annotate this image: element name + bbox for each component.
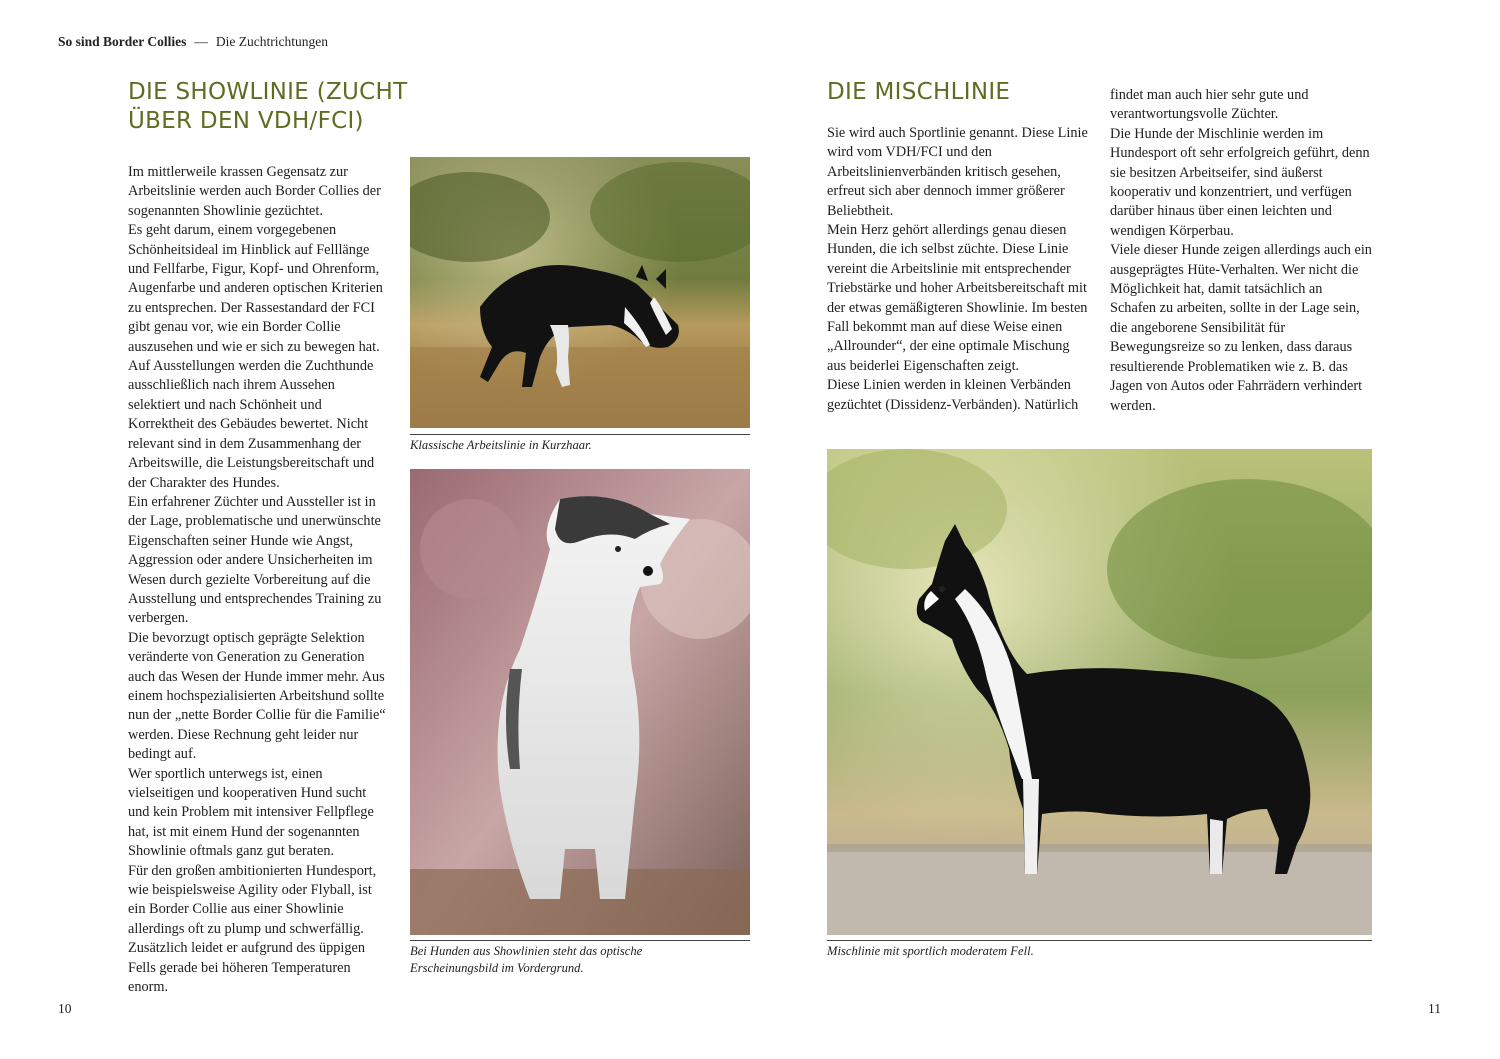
body-paragraph: Viele dieser Hunde zeigen allerdings auch ein ausgeprägtes Hüte-Verhalten. Wer nicht die Möglichkeit hat, damit tatsächlich an Schafen zu arbeiten, sollte in der Lage sein, die angeborene Sensibilität für Bewegungsreize so zu lenken, dass daraus resultierende Problematiken wie z. B. das Jagen von Autos oder Fahrrädern verhindert werden. (1110, 242, 1372, 414)
running-head-separator: — (194, 34, 208, 49)
mischlinie-body-col1 (827, 124, 1089, 415)
page-number-left: 10 (58, 1001, 72, 1016)
running-head (58, 34, 328, 50)
photo-showlinie (410, 469, 750, 935)
body-paragraph: Die bevorzugt optisch geprägte Selektion veränderte von Generation zu Generation auch das Wesen der Hunde immer mehr. Aus einem hochspezialisierten Arbeitshund sollte nun der „nette Border Collie für die Familie“ werden. Diese Rechnung geht leider nur bedingt auf. (128, 629, 386, 763)
body-paragraph: findet man auch hier sehr gute und verantwortungsvolle Züchter. (1110, 87, 1309, 123)
caption-mischlinie: Mischlinie mit sportlich moderatem Fell. (827, 944, 1034, 958)
caption-showlinie: Bei Hunden aus Showlinien steht das optische Erscheinungsbild im Vordergrund. (410, 944, 643, 975)
showlinie-body (128, 163, 390, 997)
photo-mischlinie (827, 449, 1372, 935)
running-head-book: So sind Border Collies (58, 34, 187, 49)
caption-rule (410, 434, 750, 435)
body-paragraph: Ein erfahrener Züchter und Aussteller ist in der Lage, problematische und unerwünschte Eigenschaften seiner Hunde wie Angst, Aggression oder andere Unsicherheiten im Wesen durch gezielte Vorbereitung auf die Ausstellung und entsprechendes Training zu verbergen. (128, 493, 382, 627)
caption-rule (827, 940, 1372, 941)
page-number-right: 11 (1428, 1001, 1441, 1016)
body-paragraph: Sie wird auch Sportlinie genannt. Diese Linie wird vom VDH/FCI und den Arbeitslinienverbänden kritisch gesehen, erfreut sich aber dennoch immer größerer Beliebtheit. (827, 125, 1088, 219)
body-paragraph: Diese Linien werden in kleinen Verbänden gezüchtet (Dissidenz-Verbänden). Natürlich (827, 377, 1079, 413)
caption-rule (410, 940, 750, 941)
body-paragraph: Die Hunde der Mischlinie werden im Hundesport oft sehr erfolgreich geführt, denn sie besitzen Arbeitseifer, sind äußerst kooperativ und konzentriert, und verfügen darüber hinaus über einen leichten und wendigen Körperbau. (1110, 125, 1370, 239)
photo-arbeitslinie (410, 157, 750, 428)
body-paragraph: Im mittlerweile krassen Gegensatz zur Arbeitslinie werden auch Border Collies der sogenannten Showlinie gezüchtet. (128, 164, 381, 219)
running-head-chapter: Die Zuchtrichtungen (215, 34, 328, 49)
mischlinie-body-col2 (1110, 86, 1372, 416)
body-paragraph: Wer sportlich unterwegs ist, einen vielseitigen und kooperativen Hund sucht und kein Problem mit intensiver Fellpflege hat, ist mit einem Hund der sogenannten Showlinie oftmals ganz gut beraten. (128, 765, 374, 860)
mischlinie-heading: DIE MISCHLINIE (827, 79, 1011, 105)
body-paragraph: Mein Herz gehört allerdings genau diesen Hunden, die ich selbst züchte. Diese Linie vereint die Arbeitslinie mit entsprechender Triebstärke und hoher Arbeitsbereitschaft mit der etwas gemäßigteren Showlinie. Im besten Fall bekommt man auf diese Weise einen „Allrounder“, der eine optimale Mischung aus beiderlei Eigenschaften zeigt. (827, 222, 1088, 374)
body-paragraph: Es geht darum, einem vorgegebenen Schönheitsideal im Hinblick auf Felllänge und Fellfarbe, Figur, Kopf- und Ohrenform, Augenfarbe und anderen optischen Kriterien zu entsprechen. Der Rassestandard der FCI gibt genau vor, wie ein Border Collie auszusehen und wie er sich zu bewegen hat. (128, 222, 383, 355)
body-paragraph: Für den großen ambitionierten Hundesport, wie beispielsweise Agility oder Flyball, ist ein Border Collie aus einer Showlinie allerdings oft zu plump und schwerfällig. Zusätzlich leidet er aufgrund des üppigen Fells gerade bei höheren Temperaturen enorm. (128, 862, 377, 996)
body-paragraph: Auf Ausstellungen werden die Zuchthunde ausschließlich nach ihrem Aussehen selektiert und nach Schönheit und Korrektheit des Gebäudes bewertet. Nicht relevant sind in dem Zusammenhang der Arbeitswille, die Leistungsbereitschaft und der Charakter des Hundes. (128, 358, 375, 491)
showlinie-heading (128, 78, 408, 136)
showlinie-heading-line2: ÜBER DEN VDH/FCI) (128, 108, 364, 134)
caption-arbeitslinie: Klassische Arbeitslinie in Kurzhaar. (410, 438, 592, 452)
showlinie-heading-line1: DIE SHOWLINIE (ZUCHT (128, 79, 408, 105)
